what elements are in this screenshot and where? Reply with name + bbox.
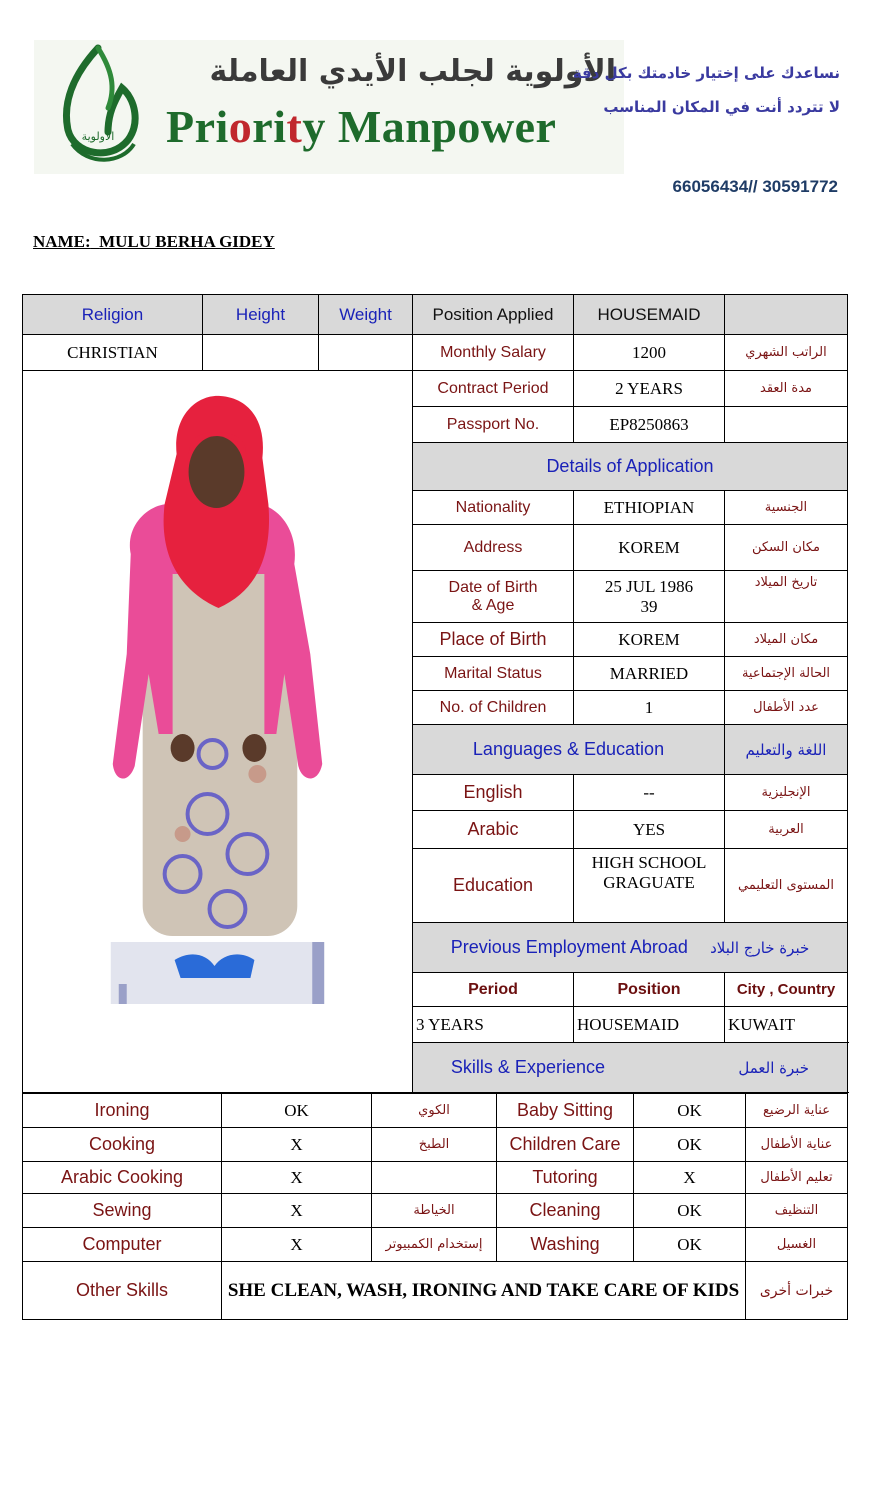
employment-period-value: 3 YEARS [413,1007,574,1043]
skill-label: Cooking [23,1128,222,1162]
arabic-label: Arabic [413,811,574,849]
skill-value: X [634,1162,746,1194]
monthly-salary-ar: الراتب الشهري [725,335,848,371]
position-applied-label: Position Applied [413,295,574,335]
skill-label: Tutoring [497,1162,634,1194]
employment-position-value: HOUSEMAID [574,1007,725,1043]
skill-ar: تعليم الأطفال [746,1162,848,1194]
slogan-line-1: نساعدك على إختيار خادمتك بكل دقة [572,64,840,82]
skill-ar: التنظيف [746,1194,848,1228]
skill-value: OK [634,1128,746,1162]
other-skills-value: SHE CLEAN, WASH, IRONING AND TAKE CARE OF KIDS [222,1262,746,1320]
english-label: English [413,775,574,811]
skill-ar: الخياطة [372,1194,497,1228]
phone-numbers: 66056434// 30591772 [672,177,838,196]
application-table [22,294,848,1093]
position-header: Position [574,973,725,1007]
skill-row [23,1228,848,1262]
languages-section-ar: اللغة والتعليم [725,725,848,775]
position-applied-empty [725,295,848,335]
skill-label: Baby Sitting [497,1094,634,1128]
skill-ar: الغسيل [746,1228,848,1262]
address-label: Address [413,525,574,571]
skill-label: Ironing [23,1094,222,1128]
age-value: 39 [640,596,658,616]
employment-section-title: Previous Employment Abroad خبرة خارج البلاد [413,923,848,973]
slogan-line-2: لا تتردد أنت في المكان المناسب [603,98,840,116]
weight-value [319,335,413,371]
dob-label: Date of Birth & Age [413,571,574,623]
period-header: Period [413,973,574,1007]
skill-label: Computer [23,1228,222,1262]
skills-section-title: Skills & Experience خبرة العمل [413,1043,848,1093]
address-ar: مكان السكن [725,525,848,571]
other-skills-label: Other Skills [23,1262,222,1320]
employment-country-value: KUWAIT [725,1007,848,1043]
details-section-title: Details of Application [413,443,848,491]
skill-row [23,1128,848,1162]
skill-row [23,1162,848,1194]
weight-header: Weight [319,295,413,335]
skill-value: OK [634,1094,746,1128]
skill-value: X [222,1128,372,1162]
english-ar: الإنجليزية [725,775,848,811]
skill-row [23,1094,848,1128]
children-value: 1 [574,691,725,725]
skill-ar: إستخدام الكمبيوتر [372,1228,497,1262]
arabic-ar: العربية [725,811,848,849]
skill-value: OK [634,1228,746,1262]
skill-row [23,1194,848,1228]
skill-label: Sewing [23,1194,222,1228]
skill-ar [372,1162,497,1194]
skill-value: OK [222,1094,372,1128]
skills-table [22,1093,848,1320]
skill-value: X [222,1228,372,1262]
logo-emblem-icon [52,44,144,170]
skill-ar: الكوي [372,1094,497,1128]
monthly-salary-value: 1200 [574,335,725,371]
skill-value: OK [634,1194,746,1228]
candidate-photo-cell [23,371,413,1093]
marital-status-value: MARRIED [574,657,725,691]
city-country-header: City , Country [725,973,848,1007]
dob-ar: تاريخ الميلاد [725,571,848,623]
address-value: KOREM [574,525,725,571]
passport-value: EP8250863 [574,407,725,443]
logo-arabic-name: الأولوية لجلب الأيدي العاملة [209,54,616,89]
education-value: HIGH SCHOOL GRAGUATE [574,849,725,923]
passport-label: Passport No. [413,407,574,443]
english-value: -- [574,775,725,811]
skill-label: Children Care [497,1128,634,1162]
passport-empty [725,407,848,443]
skill-label: Cleaning [497,1194,634,1228]
place-of-birth-label: Place of Birth [413,623,574,657]
position-applied-value: HOUSEMAID [574,295,725,335]
arabic-value: YES [574,811,725,849]
children-label: No. of Children [413,691,574,725]
logo-english-name: Priority Manpower [166,101,557,152]
religion-value: CHRISTIAN [23,335,203,371]
marital-status-label: Marital Status [413,657,574,691]
place-of-birth-value: KOREM [574,623,725,657]
children-ar: عدد الأطفال [725,691,848,725]
place-of-birth-ar: مكان الميلاد [725,623,848,657]
nationality-value: ETHIOPIAN [574,491,725,525]
skill-value: X [222,1194,372,1228]
candidate-photo [23,394,412,1064]
education-label: Education [413,849,574,923]
contract-period-ar: مدة العقد [725,371,848,407]
contract-period-value: 2 YEARS [574,371,725,407]
languages-section-title: Languages & Education [413,725,725,775]
logo-emblem-text: الأولوية [81,130,115,143]
skill-value: X [222,1162,372,1194]
education-ar: المستوى التعليمي [725,849,848,923]
height-value [203,335,319,371]
skill-ar: الطبخ [372,1128,497,1162]
skill-ar: عناية الأطفال [746,1128,848,1162]
marital-status-ar: الحالة الإجتماعية [725,657,848,691]
nationality-ar: الجنسية [725,491,848,525]
dob-value: 25 JUL 1986 39 [574,571,725,623]
skill-label: Arabic Cooking [23,1162,222,1194]
other-skills-ar: خبرات أخرى [746,1262,848,1320]
company-logo [34,40,624,174]
skill-label: Washing [497,1228,634,1262]
religion-header: Religion [23,295,203,335]
candidate-name: NAME: MULU BERHA GIDEY [33,232,275,251]
contract-period-label: Contract Period [413,371,574,407]
monthly-salary-label: Monthly Salary [413,335,574,371]
skill-ar: عناية الرضيع [746,1094,848,1128]
nationality-label: Nationality [413,491,574,525]
height-header: Height [203,295,319,335]
